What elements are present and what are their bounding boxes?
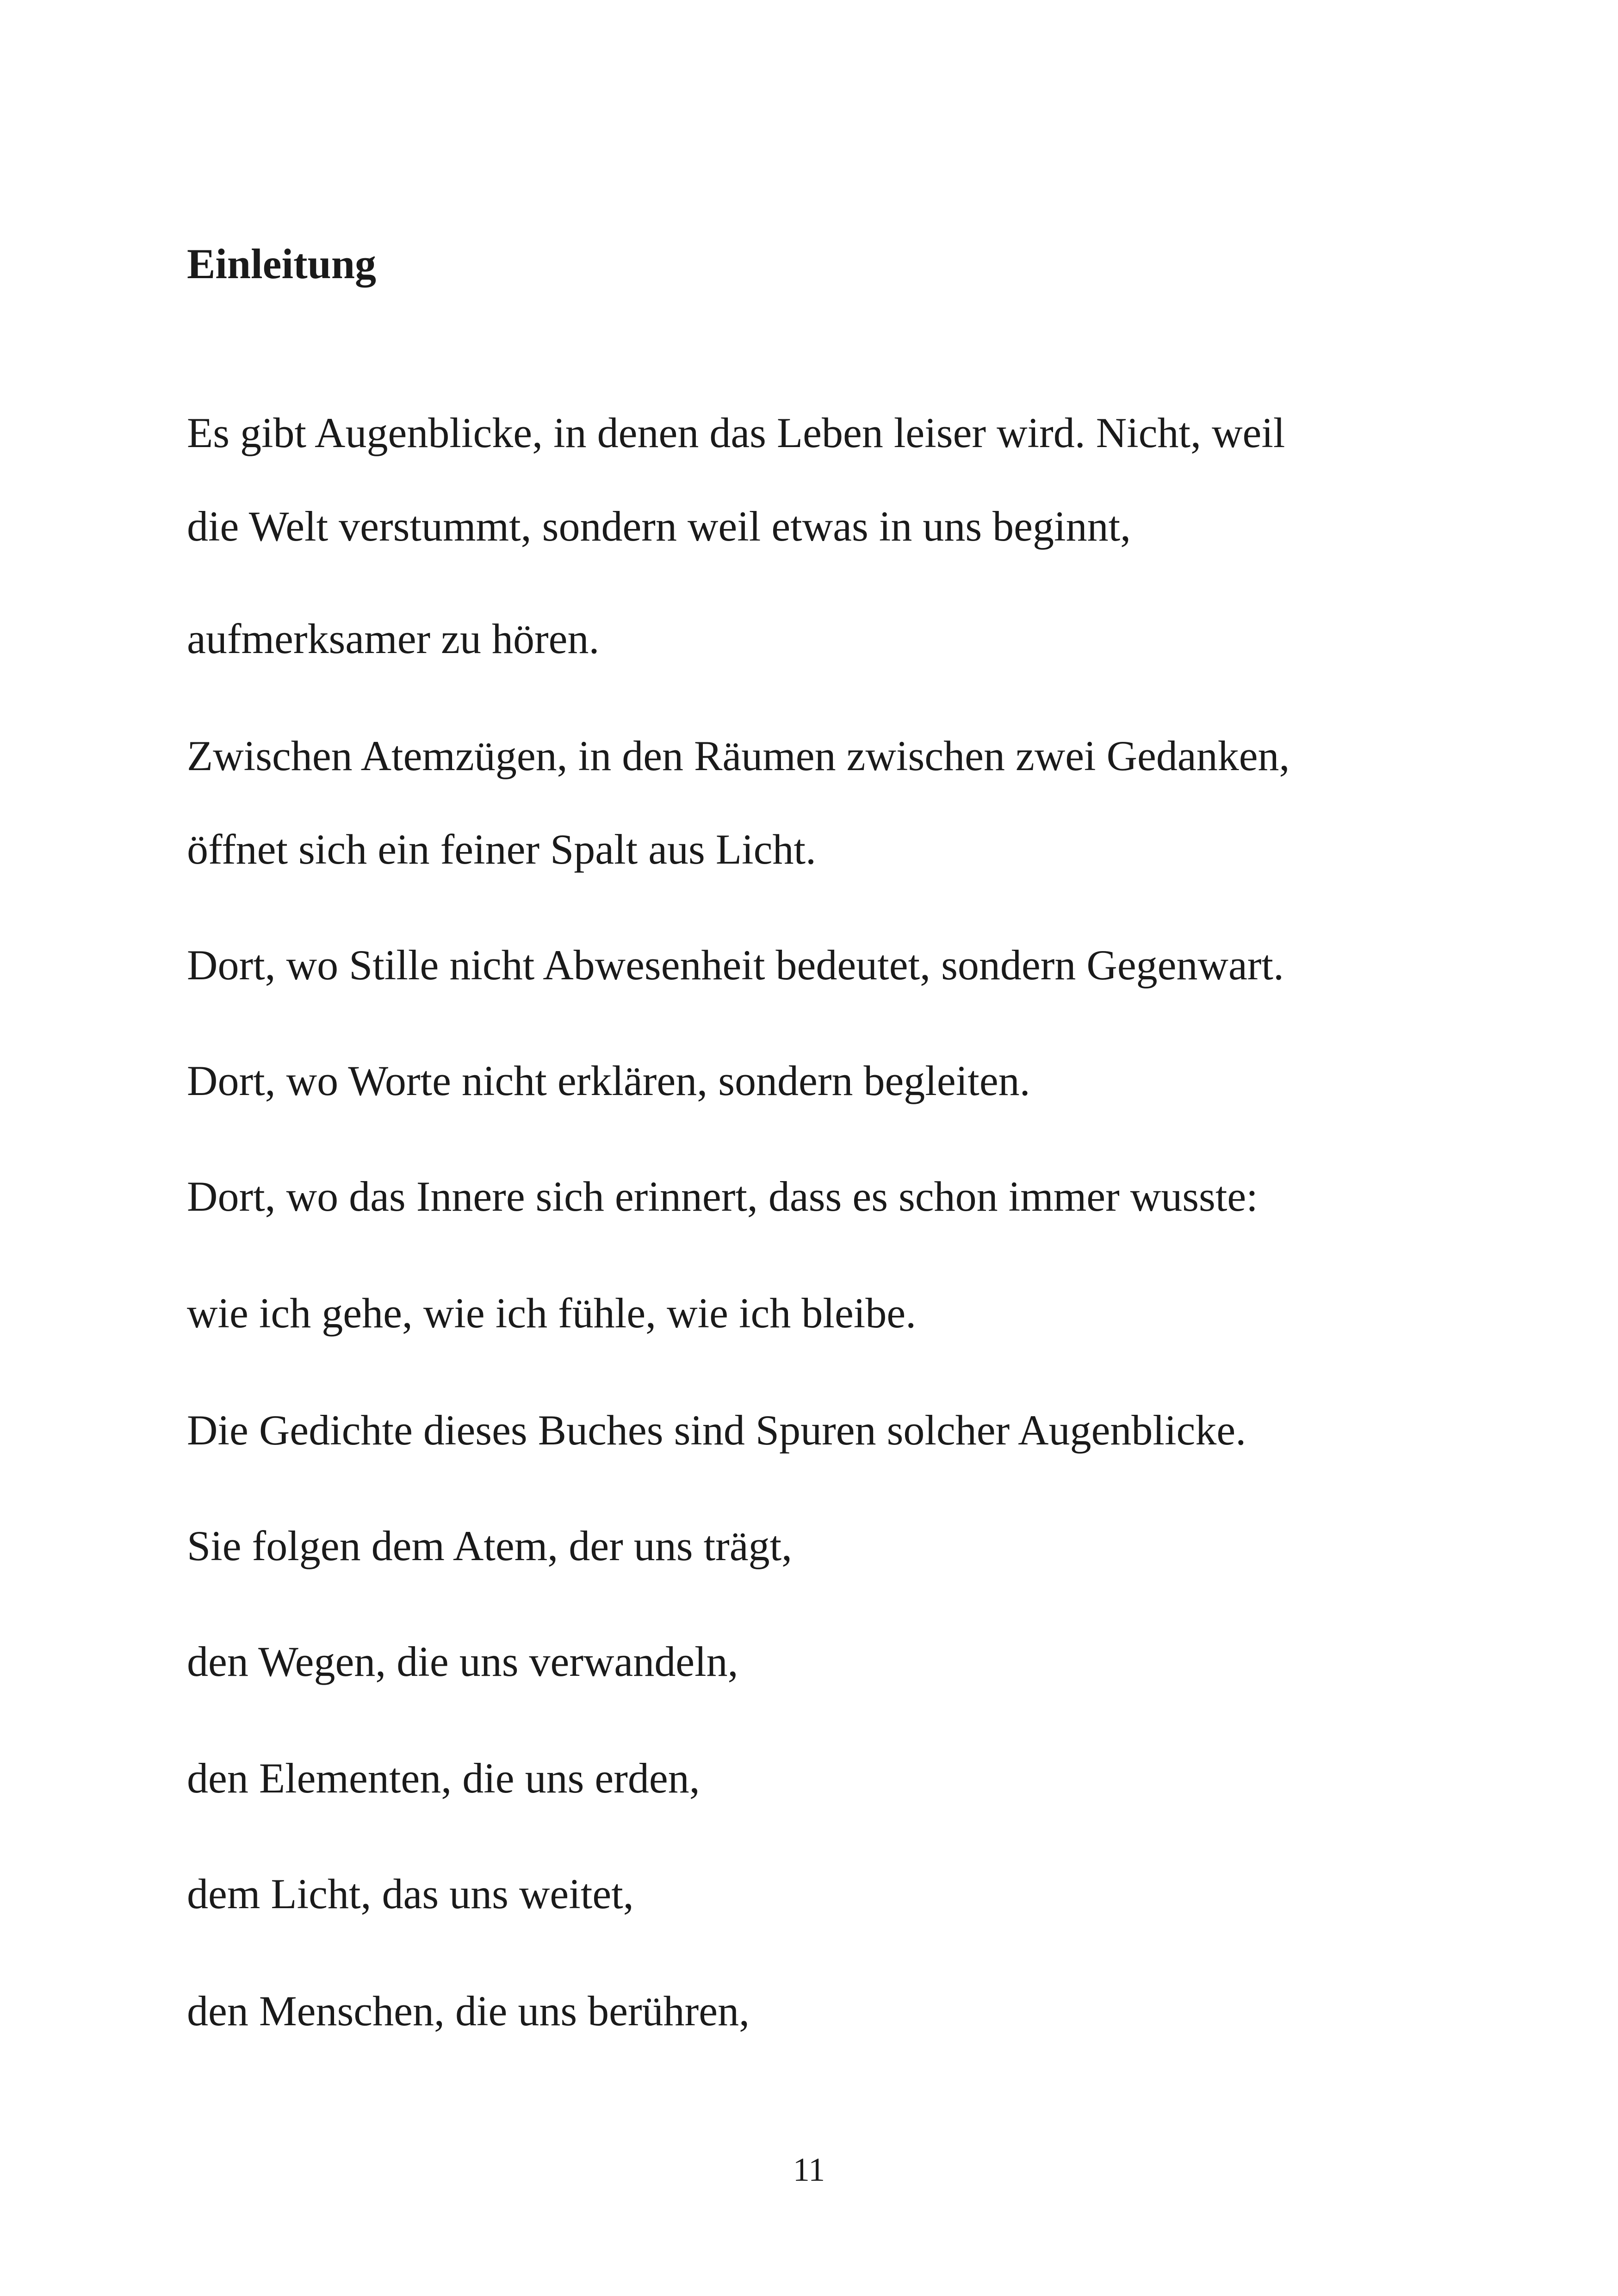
text-line: Dort, wo Stille nicht Abwesenheit bedeutet, sondern Gegenwart.	[187, 941, 1284, 989]
text-line: Es gibt Augenblicke, in denen das Leben leiser wird. Nicht, weil	[187, 409, 1285, 456]
text-line: Dort, wo das Innere sich erinnert, dass es schon immer wusste:	[187, 1173, 1258, 1220]
section-heading: Einleitung	[187, 240, 377, 287]
text-line: den Menschen, die uns berühren,	[187, 1987, 750, 2035]
text-line: wie ich gehe, wie ich fühle, wie ich bleibe.	[187, 1289, 917, 1337]
text-line: den Elementen, die uns erden,	[187, 1755, 700, 1802]
text-line: aufmerksamer zu hören.	[187, 615, 600, 662]
text-line: öffnet sich ein feiner Spalt aus Licht.	[187, 826, 817, 873]
text-line: dem Licht, das uns weitet,	[187, 1870, 634, 1917]
text-line: Sie folgen dem Atem, der uns trägt,	[187, 1522, 793, 1569]
text-line: Zwischen Atemzügen, in den Räumen zwischen zwei Gedanken,	[187, 732, 1290, 779]
text-line: Die Gedichte dieses Buches sind Spuren solcher Augenblicke.	[187, 1406, 1246, 1454]
text-line: den Wegen, die uns verwandeln,	[187, 1638, 738, 1685]
text-line: die Welt verstummt, sondern weil etwas in uns beginnt,	[187, 503, 1131, 550]
page-number: 11	[793, 2151, 825, 2188]
text-line: Dort, wo Worte nicht erklären, sondern begleiten.	[187, 1057, 1030, 1104]
